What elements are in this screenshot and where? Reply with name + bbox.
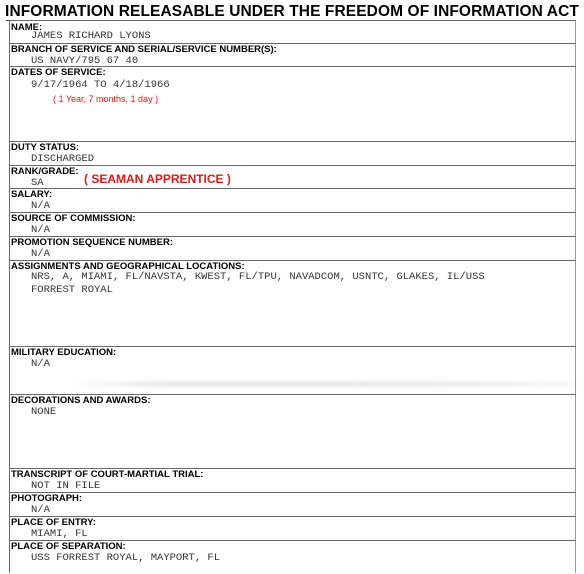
name-label: NAME: bbox=[11, 22, 43, 33]
dates-annotation: ( 1 Year, 7 months, 1 day ) bbox=[53, 94, 159, 104]
section-assignments bbox=[9, 260, 576, 346]
dates-value: 9/17/1964 TO 4/18/1966 bbox=[31, 79, 170, 91]
duty-label: DUTY STATUS: bbox=[11, 142, 80, 153]
section-court-martial bbox=[9, 468, 576, 492]
scan-bleed-through bbox=[70, 381, 575, 387]
court-label: TRANSCRIPT OF COURT-MARTIAL TRIAL: bbox=[11, 469, 204, 480]
commission-value: N/A bbox=[31, 224, 50, 236]
section-salary bbox=[9, 188, 576, 212]
duty-value: DISCHARGED bbox=[31, 153, 95, 165]
section-education bbox=[9, 346, 576, 395]
court-value: NOT IN FILE bbox=[31, 480, 101, 492]
section-name bbox=[9, 20, 576, 43]
section-duty-status bbox=[9, 141, 576, 165]
entry-value: MIAMI, FL bbox=[31, 528, 88, 540]
document-title: INFORMATION RELEASABLE UNDER THE FREEDOM OF INFORMATION ACT bbox=[5, 3, 579, 20]
decorations-value: NONE bbox=[31, 406, 57, 418]
education-label: MILITARY EDUCATION: bbox=[11, 347, 117, 358]
education-value: N/A bbox=[31, 358, 50, 370]
entry-label: PLACE OF ENTRY: bbox=[11, 517, 96, 528]
section-promotion bbox=[9, 236, 576, 260]
salary-label: SALARY: bbox=[11, 189, 53, 200]
promotion-label: PROMOTION SEQUENCE NUMBER: bbox=[11, 237, 174, 248]
assignments-line-1: NRS, A, MIAMI, FL/NAVSTA, KWEST, FL/TPU, NAVADCOM, USNTC, GLAKES, IL/USS bbox=[31, 271, 485, 283]
salary-value: N/A bbox=[31, 200, 50, 212]
photo-value: N/A bbox=[31, 504, 50, 516]
section-dates bbox=[9, 66, 576, 141]
assignments-line-2: FORREST ROYAL bbox=[31, 284, 113, 296]
rank-annotation: ( SEAMAN APPRENTICE ) bbox=[84, 172, 231, 186]
promotion-value: N/A bbox=[31, 248, 50, 260]
section-branch bbox=[9, 43, 576, 66]
branch-value: US NAVY/795 67 40 bbox=[31, 55, 139, 67]
section-commission bbox=[9, 212, 576, 236]
decorations-label: DECORATIONS AND AWARDS: bbox=[11, 395, 151, 406]
section-place-of-entry bbox=[9, 516, 576, 540]
separation-label: PLACE OF SEPARATION: bbox=[11, 541, 126, 552]
section-place-of-separation bbox=[9, 540, 576, 574]
rank-label: RANK/GRADE: bbox=[11, 166, 79, 177]
commission-label: SOURCE OF COMMISSION: bbox=[11, 213, 136, 224]
section-decorations bbox=[9, 394, 576, 468]
section-rank bbox=[9, 165, 576, 189]
assignments-label: ASSIGNMENTS AND GEOGRAPHICAL LOCATIONS: bbox=[11, 261, 245, 272]
section-photograph bbox=[9, 492, 576, 516]
separation-value: USS FORREST ROYAL, MAYPORT, FL bbox=[31, 552, 221, 564]
name-value: JAMES RICHARD LYONS bbox=[31, 30, 151, 42]
rank-value: SA bbox=[31, 177, 44, 189]
dates-label: DATES OF SERVICE: bbox=[11, 67, 106, 78]
branch-label: BRANCH OF SERVICE AND SERIAL/SERVICE NUMBER(S): bbox=[11, 44, 277, 55]
photo-label: PHOTOGRAPH: bbox=[11, 493, 83, 504]
